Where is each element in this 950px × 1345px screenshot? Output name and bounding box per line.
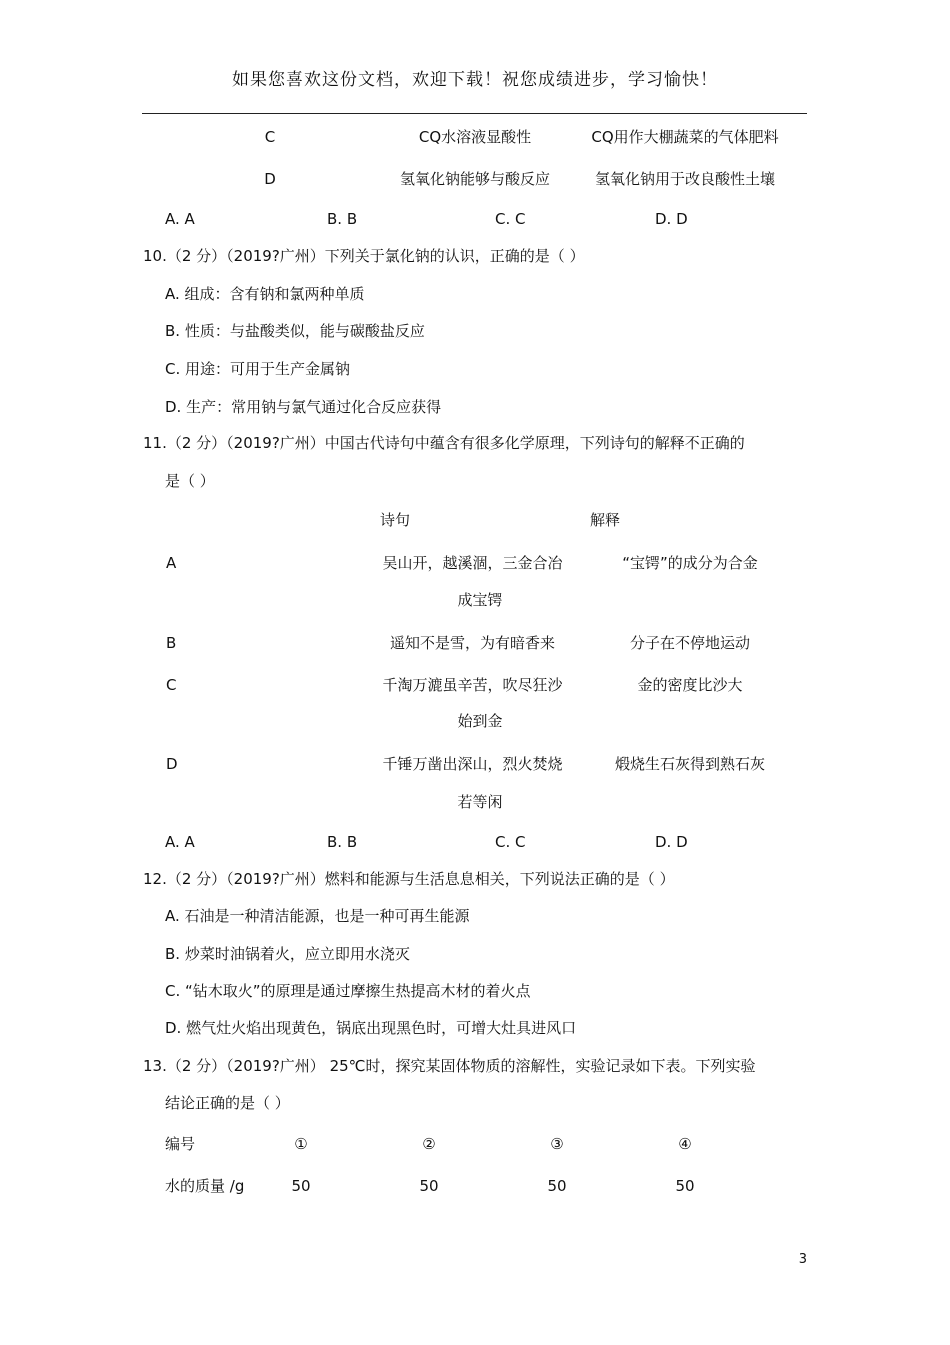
q13-number-cell: ② xyxy=(422,1135,436,1153)
q13-stem-continued: 结论正确的是（ ） xyxy=(165,1094,290,1112)
q13-stem: 13.（2 分）（2019?广州） 25℃时，探究某固体物质的溶解性，实验记录如下表。下列实验 xyxy=(143,1057,756,1075)
q12-stem: 12.（2 分）（2019?广州）燃料和能源与生活息息相关，下列说法正确的是（ ） xyxy=(143,870,675,888)
q13-water-cell: 50 xyxy=(419,1177,439,1195)
q10-stem: 10.（2 分）（2019?广州）下列关于氯化钠的认识，正确的是（ ） xyxy=(143,247,585,265)
q9-row-property: CQ水溶液显酸性 xyxy=(418,128,532,146)
page-number: 3 xyxy=(798,1252,807,1267)
q11-choice-b: B. B xyxy=(327,833,358,851)
q11-row-poem-cont: 始到金 xyxy=(457,712,503,730)
q10-option-b: B. 性质：与盐酸类似，能与碳酸盐反应 xyxy=(165,322,425,340)
q11-row-letter: D xyxy=(166,755,178,773)
q11-row-letter: B xyxy=(166,634,177,652)
q12-option-b: B. 炒菜时油锅着火，应立即用水浇灭 xyxy=(165,945,410,963)
q12-option-c: C. “钻木取火”的原理是通过摩擦生热提高木材的着火点 xyxy=(165,982,531,1000)
q9-choice-c: C. C xyxy=(495,210,526,228)
q11-stem: 11.（2 分）（2019?广州）中国古代诗句中蕴含有很多化学原理，下列诗句的解释不正确的 xyxy=(143,434,745,452)
q13-number-cell: ① xyxy=(294,1135,308,1153)
q10-option-c: C. 用途：可用于生产金属钠 xyxy=(165,360,351,378)
q11-row-poem: 遥知不是雪，为有暗香来 xyxy=(389,634,555,652)
q12-option-d: D. 燃气灶火焰出现黄色，锅底出现黑色时，可增大灶具进风口 xyxy=(165,1019,577,1037)
q13-water-cell: 50 xyxy=(291,1177,311,1195)
q9-choice-a: A. A xyxy=(165,210,195,228)
q13-water-cell: 50 xyxy=(547,1177,567,1195)
q13-water-cell: 50 xyxy=(675,1177,695,1195)
q9-choice-b: B. B xyxy=(327,210,358,228)
q11-stem-continued: 是（ ） xyxy=(165,472,215,490)
header-divider xyxy=(142,113,807,114)
q11-choice-d: D. D xyxy=(655,833,688,851)
q11-header-poem: 诗句 xyxy=(379,511,410,529)
q10-option-d: D. 生产：常用钠与氯气通过化合反应获得 xyxy=(165,398,442,416)
q12-option-a: A. 石油是一种清洁能源，也是一种可再生能源 xyxy=(165,907,470,925)
q9-row-letter: C xyxy=(264,128,276,146)
q10-option-a: A. 组成：含有钠和氯两种单质 xyxy=(165,285,365,303)
q11-row-poem-cont: 若等闲 xyxy=(457,793,503,811)
q11-row-poem-cont: 成宝锷 xyxy=(457,591,503,609)
page-header: 如果您喜欢这份文档，欢迎下载！祝您成绩进步，学习愉快！ xyxy=(232,70,718,90)
q9-row-use: CQ用作大棚蔬菜的气体肥料 xyxy=(591,128,779,146)
q11-row-poem: 吴山开，越溪涸，三金合冶 xyxy=(382,554,563,572)
q13-label-number: 编号 xyxy=(165,1135,196,1153)
q11-row-explain: “宝锷”的成分为合金 xyxy=(622,554,758,572)
q9-row-letter: D xyxy=(264,170,276,188)
q11-choice-a: A. A xyxy=(165,833,195,851)
q9-row-use: 氢氧化钠用于改良酸性土壤 xyxy=(594,170,775,188)
q13-number-cell: ③ xyxy=(550,1135,564,1153)
q11-row-explain: 金的密度比沙大 xyxy=(637,676,743,694)
q11-row-explain: 分子在不停地运动 xyxy=(629,634,750,652)
q11-row-poem: 千锤万凿出深山，烈火焚烧 xyxy=(382,755,563,773)
q11-row-letter: C xyxy=(166,676,177,694)
q9-choice-d: D. D xyxy=(655,210,688,228)
q11-header-explain: 解释 xyxy=(589,511,620,529)
q13-number-cell: ④ xyxy=(678,1135,692,1153)
q11-choice-c: C. C xyxy=(495,833,526,851)
q11-row-poem: 千淘万漉虽辛苦，吹尽狂沙 xyxy=(382,676,563,694)
q13-label-water-mass: 水的质量 /g xyxy=(165,1177,245,1195)
q11-row-letter: A xyxy=(166,554,177,572)
q11-row-explain: 煅烧生石灰得到熟石灰 xyxy=(614,755,765,773)
q9-row-property: 氢氧化钠能够与酸反应 xyxy=(399,170,550,188)
